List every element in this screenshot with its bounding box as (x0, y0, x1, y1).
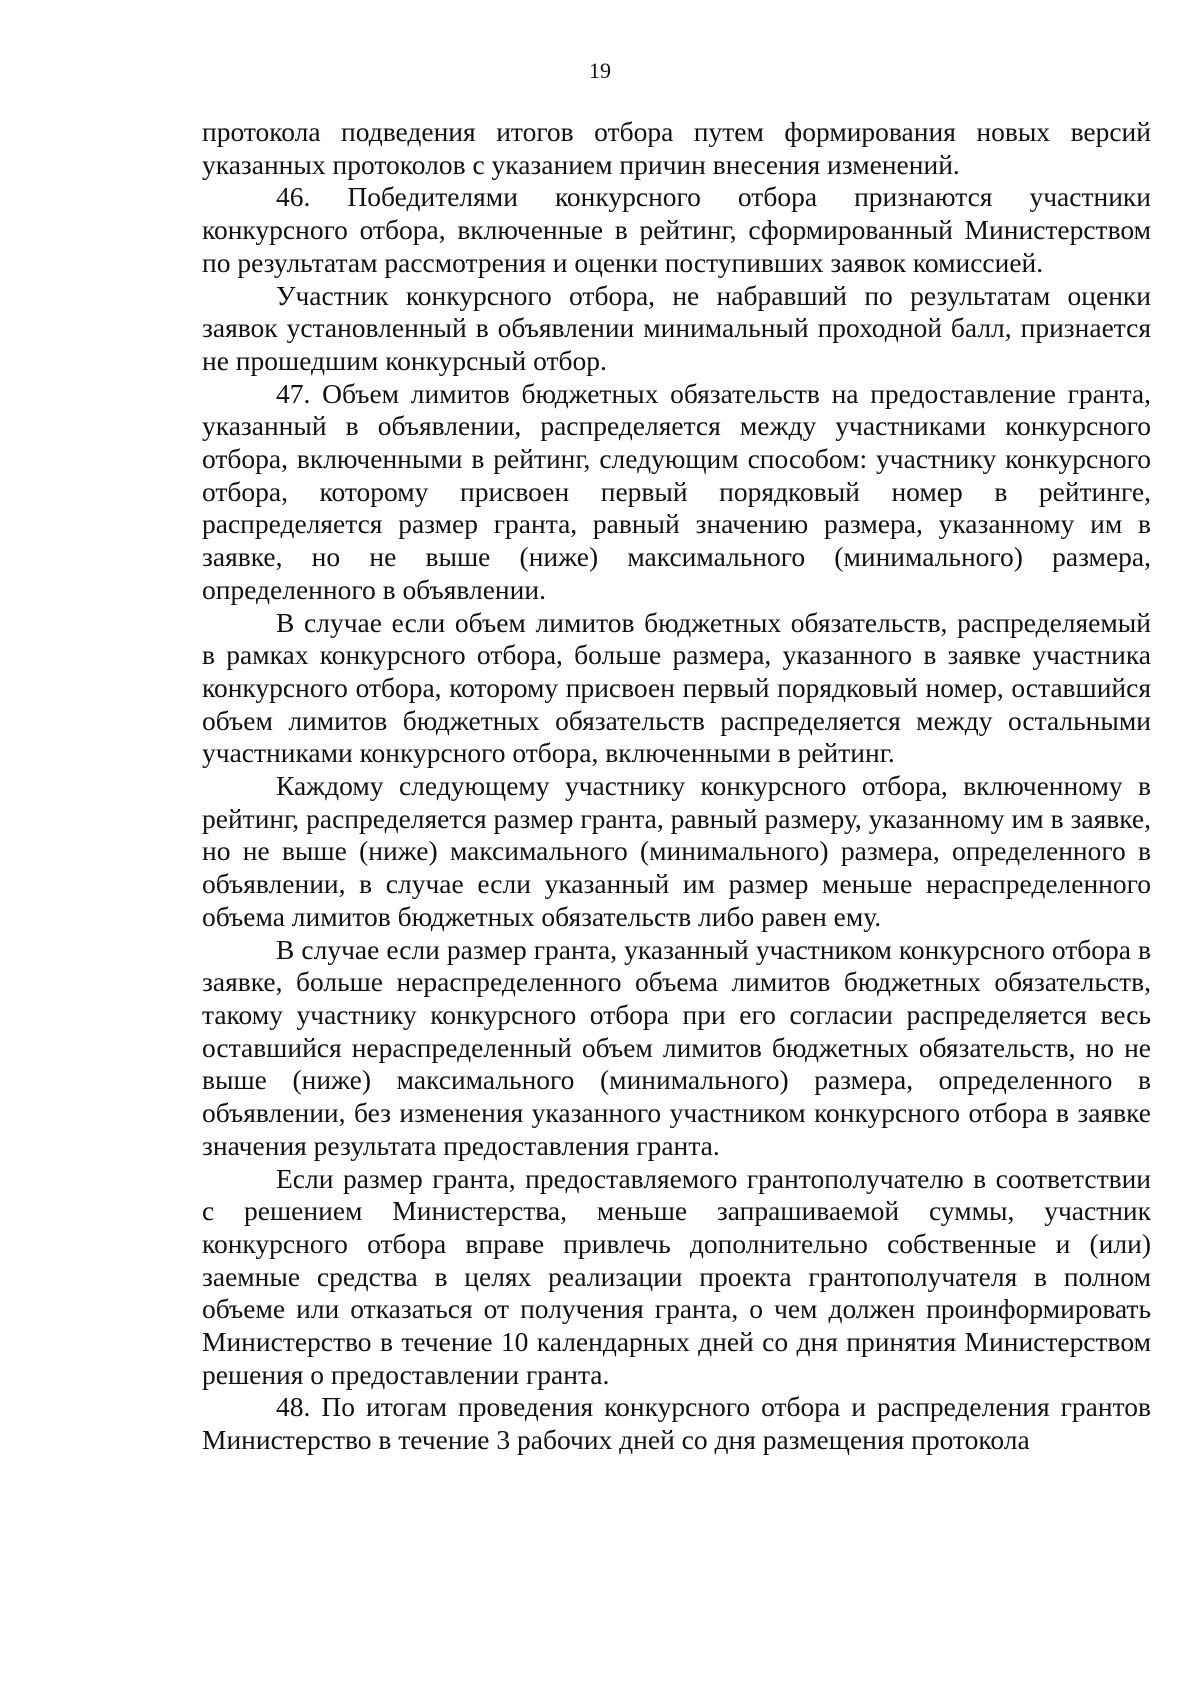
paragraph-not-passed: Участник конкурсного отбора, не набравший по результатам оценки заявок установленный в объявлении минимальный проходной балл, признается не прошедшим конкурсный отбор. (202, 279, 1151, 376)
paragraph-continuation: протокола подведения итогов отбора путем формирования новых версий указанных протоколов с указанием причин внесения изменений. (202, 116, 1151, 180)
paragraph-each-next-participant: Каждому следующему участнику конкурсного отбора, включенному в рейтинг, распределяется размер гранта, равный размеру, указанному им в заявке, но не выше (ниже) максимального (минимального) размера, определенного в объявлении, в случае если указанный им размер меньше нераспределенного объема лимитов бюджетных обязательств либо равен ему. (202, 770, 1151, 932)
paragraph-clause-47: 47. Объем лимитов бюджетных обязательств на предоставление гранта, указанный в объявлении, распределяется между участниками конкурсного отбора, включенными в рейтинг, следующим способом: участнику конкурсного отбора, которому присвоен первый порядковый номер в рейтинге, распределяется размер гранта, равный значению размера, указанному им в заявке, но не выше (ниже) максимального (минимального) размера, определенного в объявлении. (202, 377, 1151, 605)
paragraph-grant-exceeds: В случае если размер гранта, указанный участником конкурсного отбора в заявке, больше нераспределенного объема лимитов бюджетных обязательств, такому участнику конкурсного отбора при его согласии распределяется весь оставшийся нераспределенный объем лимитов бюджетных обязательств, но не выше (ниже) максимального (минимального) размера, определенного в объявлении, без изменения указанного участником конкурсного отбора в заявке значения результата предоставления гранта. (202, 933, 1151, 1161)
paragraph-clause-46: 46. Победителями конкурсного отбора признаются участники конкурсного отбора, включенные в рейтинг, сформированный Министерством по результатам рассмотрения и оценки поступивших заявок комиссией. (202, 181, 1151, 278)
page-number: 19 (589, 58, 611, 83)
paragraph-grant-less: Если размер гранта, предоставляемого грантополучателю в соответствии с решением Министерства, меньше запрашиваемой суммы, участник конкурсного отбора вправе привлечь дополнительно собственные и (или) заемные средства в целях реализации проекта грантополучателя в полном объеме или отказаться от получения гранта, о чем должен проинформировать Министерство в течение 10 календарных дней со дня принятия Министерством решения о предоставлении гранта. (202, 1162, 1151, 1390)
paragraph-remaining-limits: В случае если объем лимитов бюджетных обязательств, распределяемый в рамках конкурсного отбора, больше размера, указанного в заявке участника конкурсного отбора, которому присвоен первый порядковый номер, оставшийся объем лимитов бюджетных обязательств распределяется между остальными участниками конкурсного отбора, включенными в рейтинг. (202, 606, 1151, 769)
document-body (202, 116, 1151, 1457)
paragraph-clause-48: 48. По итогам проведения конкурсного отбора и распределения грантов Министерство в течение 3 рабочих дней со дня размещения протокола (202, 1391, 1151, 1456)
